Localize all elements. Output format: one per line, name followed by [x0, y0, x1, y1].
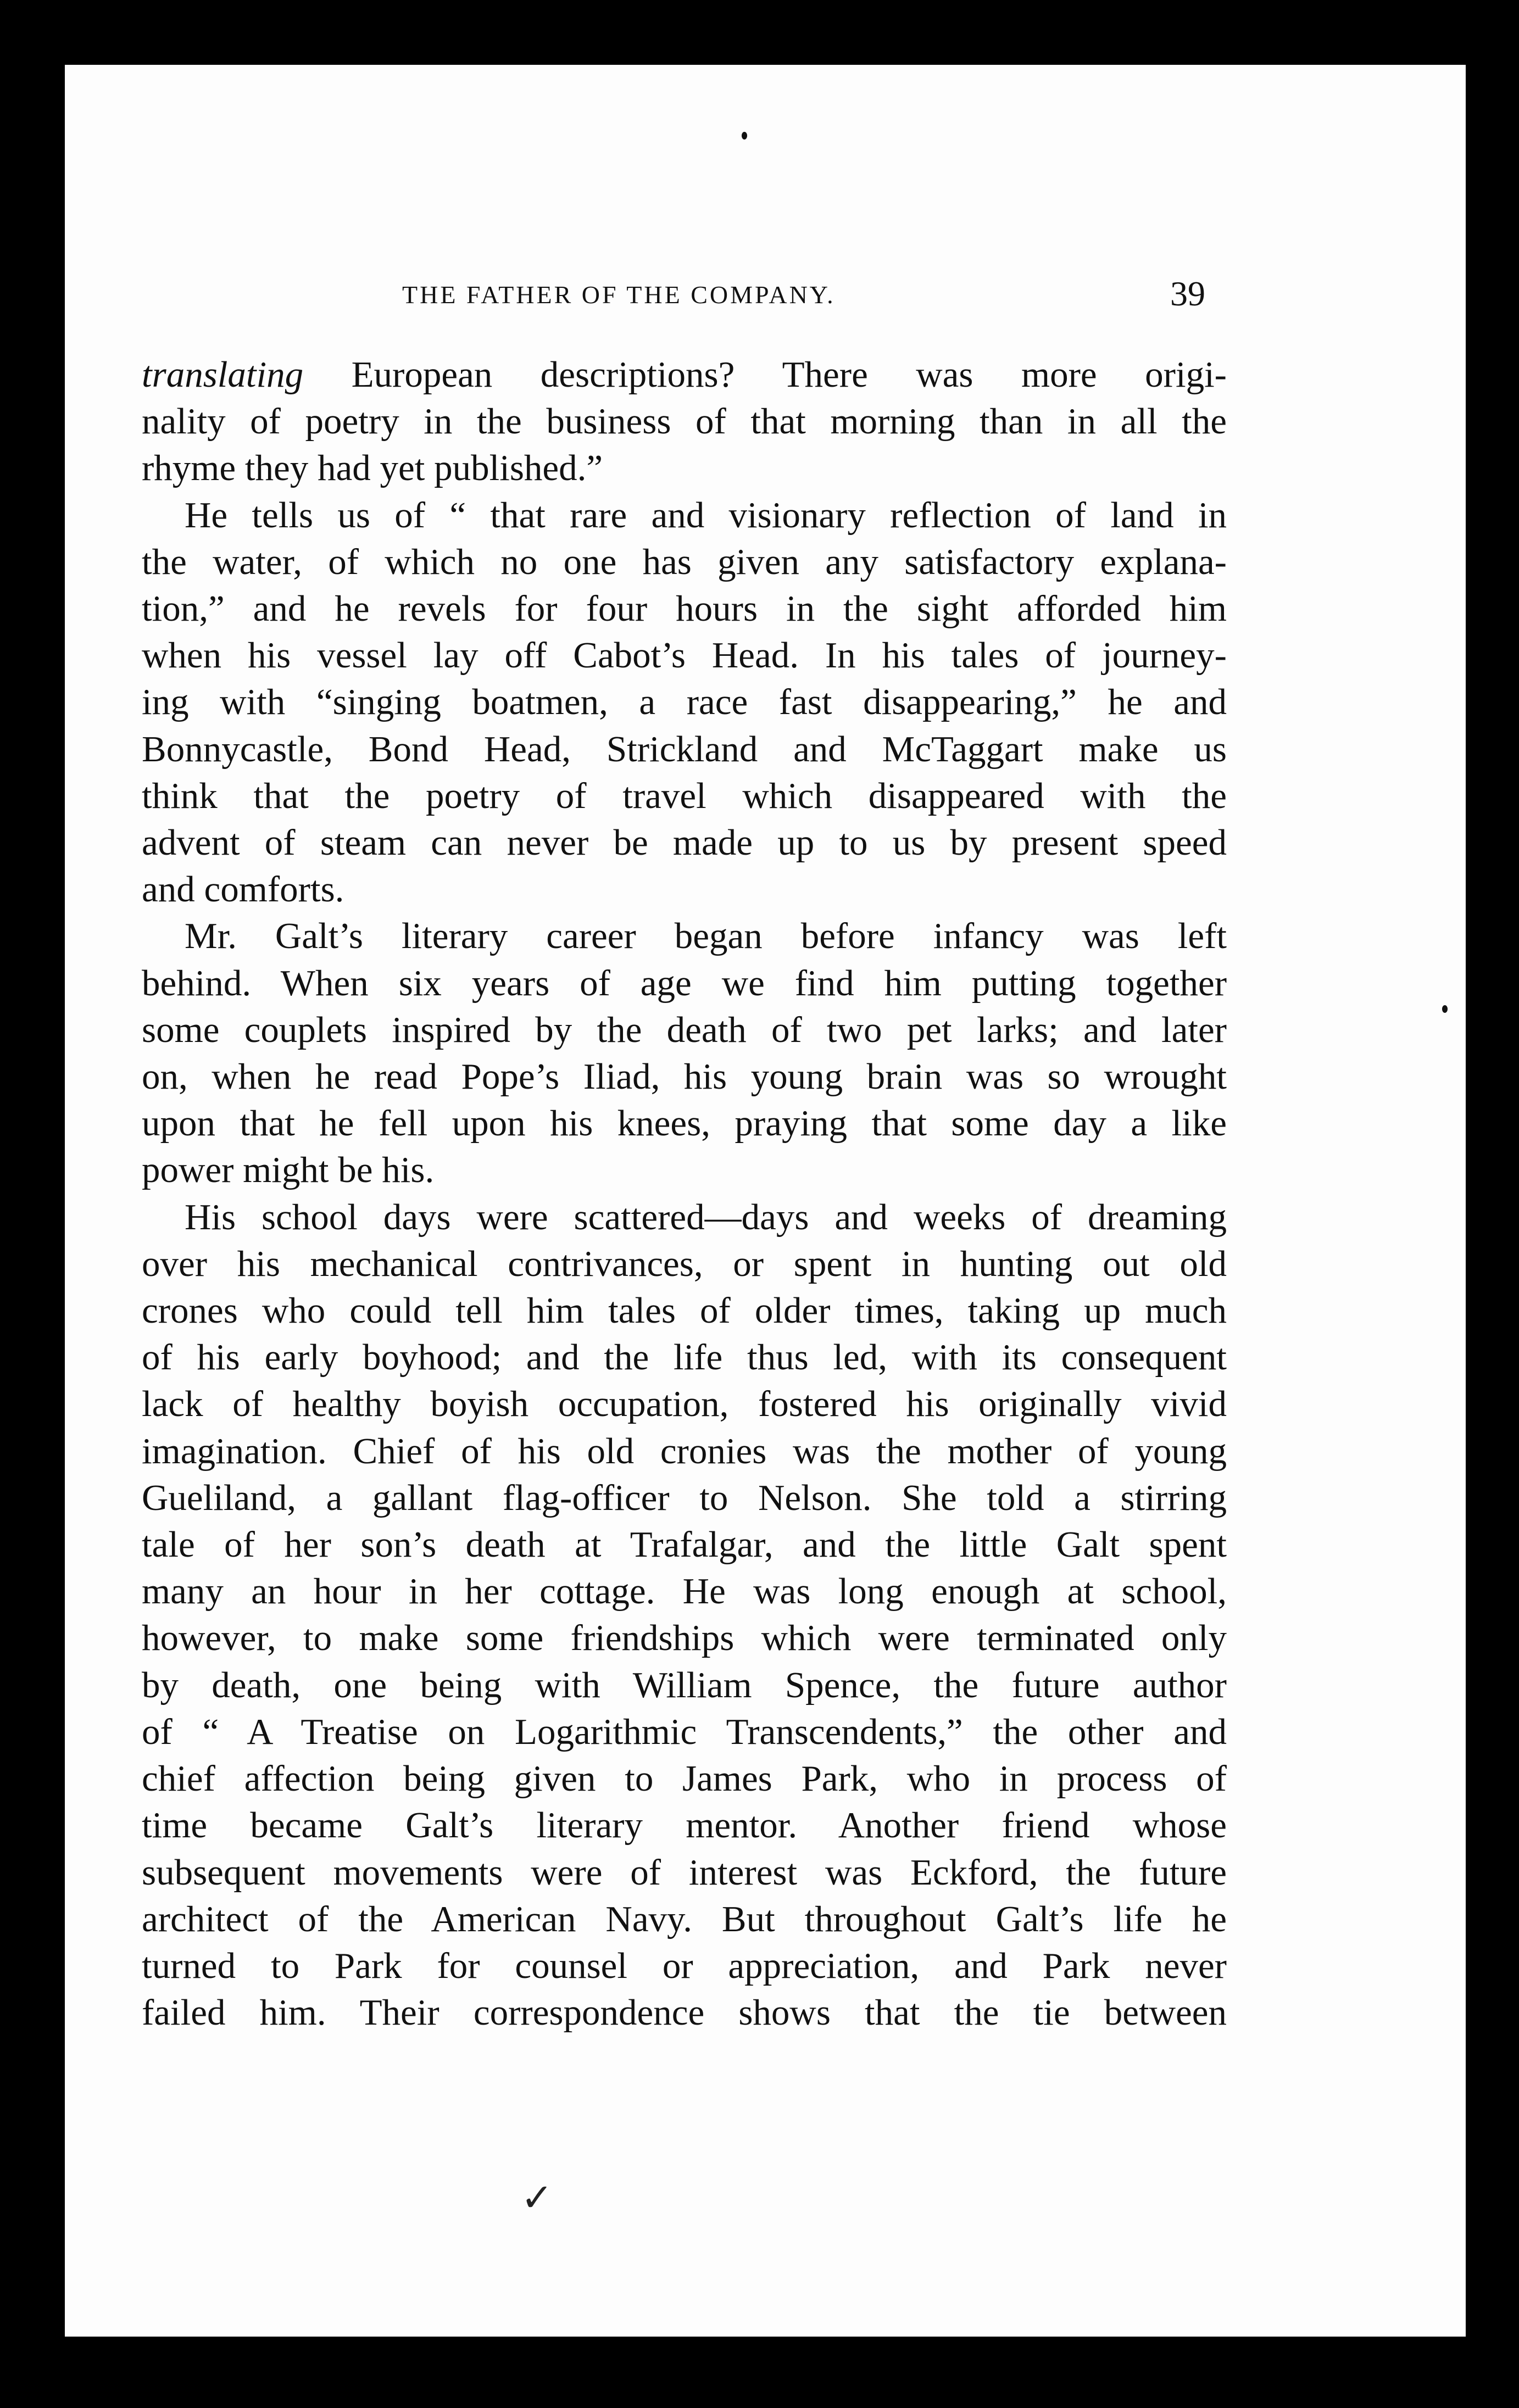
running-title: THE FATHER OF THE COMPANY. [402, 281, 836, 309]
ink-speck [742, 132, 747, 140]
pencil-check-mark: ✓ [521, 2177, 553, 2220]
text-line: when his vessel lay off Cabot’s Head. In his tales of journey- [142, 635, 1227, 676]
text-line: European descriptions? There was more origi- [303, 354, 1227, 395]
text-line: imagination. Chief of his old cronies was the mother of young [142, 1430, 1227, 1471]
text-line: time became Galt’s literary mentor. Another friend whose [142, 1805, 1227, 1846]
text-line: His school days were scattered—days and weeks of dreaming [185, 1196, 1227, 1238]
text-line: tale of her son’s death at Trafalgar, and the little Galt spent [142, 1524, 1227, 1565]
text-line: over his mechanical contrivances, or spent in hunting out old [142, 1243, 1227, 1284]
text-line: failed him. Their correspondence shows that the tie between [142, 1992, 1227, 2033]
text-line: think that the poetry of travel which disappeared with the [142, 775, 1227, 816]
text-line: lack of healthy boyish occupation, fostered his originally vivid [142, 1384, 1227, 1425]
text-line: upon that he fell upon his knees, praying that some day a like [142, 1103, 1227, 1144]
text-line: however, to make some friendships which were terminated only [142, 1618, 1227, 1659]
text-line: advent of steam can never be made up to us by present speed [142, 822, 1227, 863]
text-line: of “ A Treatise on Logarithmic Transcendents,” the other and [142, 1711, 1227, 1752]
text-line: crones who could tell him tales of older times, taking up much [142, 1290, 1227, 1331]
text-line: chief affection being given to James Park, who in process of [142, 1758, 1227, 1799]
ink-speck [1442, 1005, 1448, 1013]
text-line: some couplets inspired by the death of two pet larks; and later [142, 1009, 1227, 1050]
text-line: architect of the American Navy. But throughout Galt’s life he [142, 1898, 1227, 1939]
text-line: subsequent movements were of interest was Eckford, the future [142, 1852, 1227, 1893]
text-line: turned to Park for counsel or appreciation, and Park never [142, 1945, 1227, 1986]
text-line: on, when he read Pope’s Iliad, his young brain was so wrought [142, 1056, 1227, 1097]
text-line: Bonnycastle, Bond Head, Strickland and McTaggart make us [142, 728, 1227, 770]
text-line: power might be his. [142, 1150, 435, 1191]
body-text [142, 352, 1227, 2036]
paragraph-1 [142, 352, 1227, 398]
text-line: Mr. Galt’s literary career began before infancy was left [185, 916, 1227, 957]
text-line: ing with “singing boatmen, a race fast disappearing,” he and [142, 682, 1227, 723]
text-line: many an hour in her cottage. He was long enough at school, [142, 1571, 1227, 1612]
text-line: Gueliland, a gallant flag-officer to Nelson. She told a stirring [142, 1477, 1227, 1518]
text-line: the water, of which no one has given any satisfactory explana- [142, 541, 1227, 582]
text-line: nality of poetry in the business of that morning than in all the [142, 401, 1227, 442]
page-number: 39 [1170, 274, 1205, 313]
text-line: He tells us of “ that rare and visionary reflection of land in [185, 494, 1227, 536]
text-line: by death, one being with William Spence, the future author [142, 1664, 1227, 1705]
italic-word: translating [142, 354, 304, 395]
text-line: tion,” and he revels for four hours in the sight afforded him [142, 588, 1227, 629]
text-line: of his early boyhood; and the life thus led, with its consequent [142, 1337, 1227, 1378]
text-line: and comforts. [142, 869, 344, 910]
text-line: rhyme they had yet published.” [142, 448, 603, 489]
text-line: behind. When six years of age we find him putting together [142, 962, 1227, 1004]
